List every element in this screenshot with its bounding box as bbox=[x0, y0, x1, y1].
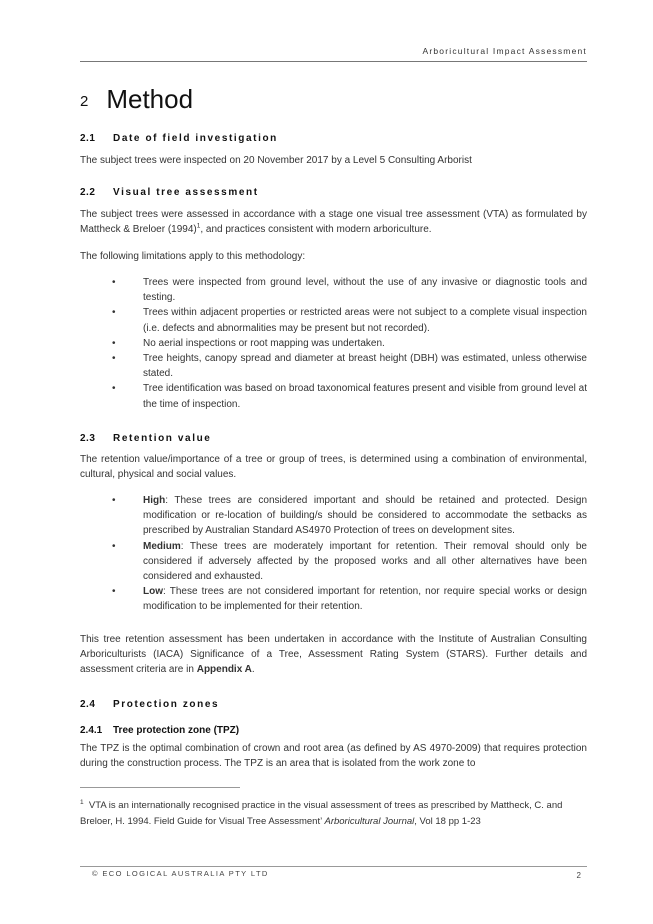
paragraph-2-2-vta bbox=[80, 207, 587, 237]
list-item: • High: These trees are considered important and should be retained and protected. Design modification or re-location of building/s should be considered to accommodate the setbacks as prescribed by Australian Standard AS4970 Protection of trees on development sites. bbox=[112, 495, 587, 537]
footnote-text: VTA is an internationally recognised practice in the visual assessment of trees as prescribed by Mattheck, C. and Breloer, H. 1994. Field Guide for Visual Tree Assessment’ bbox=[80, 800, 563, 827]
heading-2-2-number: 2.2 bbox=[80, 187, 96, 198]
page-number: 2 bbox=[576, 871, 581, 880]
paragraph-2-2-limitations: The following limitations apply to this methodology: bbox=[80, 251, 306, 262]
heading-2-4-1 bbox=[80, 725, 239, 736]
section-number: 2 bbox=[80, 93, 89, 110]
list-item-text: Trees within adjacent properties or restricted areas were not subject to a complete visual inspection (i.e. defects and abnormalities may be present but not recorded). bbox=[143, 307, 587, 334]
heading-2-4-1-title: Tree protection zone (TPZ) bbox=[113, 725, 240, 736]
list-item: • No aerial inspections or root mapping was undertaken. bbox=[112, 337, 385, 349]
paragraph-2-3-intro: The retention value/importance of a tree or group of trees, is determined using a combination of environmental, cultural, physical and social values. bbox=[80, 454, 587, 481]
list-item-text: No aerial inspections or root mapping was undertaken. bbox=[143, 337, 385, 349]
stars-text-end: . bbox=[251, 664, 255, 676]
list-item: • Trees within adjacent properties or restricted areas were not subject to a complete visual inspection (i.e. defects and abnormalities may be present but not recorded). bbox=[112, 307, 587, 334]
stars-text: This tree retention assessment has been undertaken in accordance with the Institute of Australian Consulting Arboriculturists (IACA) Significance of a Tree, Assessment Rating System (STARS). Further details and assessment criteria are in bbox=[80, 634, 587, 676]
paragraph-2-4-1: The TPZ is the optimal combination of crown and root area (as defined by AS 4970-2009) that requires protection during the construction process. The TPZ is an area that is isolated from the work zone to bbox=[80, 743, 587, 770]
footnote-mark: 1 bbox=[80, 798, 84, 806]
retention-list bbox=[112, 493, 587, 615]
limitations-list bbox=[112, 275, 587, 412]
vta-text: The subject trees were assessed in accordance with a stage one visual tree assessment (VTA) as formulated by Mattheck & Breloer (1994) bbox=[80, 209, 587, 236]
list-item-text: : These trees are not considered important for retention, nor require special works or design modification to be implemented for their retention. bbox=[143, 586, 587, 613]
term-low: Low bbox=[143, 586, 163, 598]
footer-copyright: © ECO LOGICAL AUSTRALIA PTY LTD bbox=[92, 869, 269, 878]
heading-2-2-title: Visual tree assessment bbox=[113, 187, 259, 198]
list-item: • Low: These trees are not considered important for retention, nor require special works or design modification to be implemented for their retention. bbox=[112, 586, 587, 613]
heading-2-4-title: Protection zones bbox=[113, 699, 220, 710]
list-item: • Trees were inspected from ground level, without the use of any invasive or diagnostic tools and testing. bbox=[112, 277, 587, 304]
section-heading bbox=[80, 84, 193, 115]
list-item: • Tree identification was based on broad taxonomical features present and visible from ground level at the time of inspection. bbox=[112, 383, 587, 410]
footnote-divider bbox=[80, 787, 240, 788]
paragraph-2-1: The subject trees were inspected on 20 November 2017 by a Level 5 Consulting Arborist bbox=[80, 155, 472, 166]
footer-divider bbox=[80, 866, 587, 867]
list-item-text: Tree identification was based on broad taxonomical features present and visible from ground level at the time of inspection. bbox=[143, 383, 587, 410]
heading-2-4-1-number: 2.4.1 bbox=[80, 725, 103, 736]
list-item: • Medium: These trees are moderately important for retention. Their removal should only be considered if adversely affected by the proposed works and all other alternatives have been considered and exhausted. bbox=[112, 540, 587, 583]
list-item: • Tree heights, canopy spread and diameter at breast height (DBH) was estimated, unless otherwise stated. bbox=[112, 353, 587, 380]
heading-2-4 bbox=[80, 699, 219, 710]
paragraph-2-3-stars bbox=[80, 632, 587, 678]
list-item-text: : These trees are moderately important for retention. Their removal should only be considered if adversely affected by the proposed works and all other alternatives have been considered and exhausted. bbox=[143, 540, 587, 583]
vta-text-end: , and practices consistent with modern arboriculture. bbox=[200, 224, 432, 236]
heading-2-1-title: Date of field investigation bbox=[113, 133, 278, 144]
list-item-text: Tree heights, canopy spread and diameter at breast height (DBH) was estimated, unless otherwise stated. bbox=[143, 353, 587, 380]
footnote-text-end: , Vol 18 pp 1-23 bbox=[414, 816, 481, 827]
running-header: Arboricultural Impact Assessment bbox=[80, 46, 587, 62]
term-high: High bbox=[143, 495, 166, 506]
footnote bbox=[80, 798, 587, 830]
footnote-ref[interactable]: 1 bbox=[196, 222, 201, 230]
heading-2-3-title: Retention value bbox=[113, 433, 212, 444]
heading-2-3 bbox=[80, 433, 211, 444]
heading-2-3-number: 2.3 bbox=[80, 433, 96, 444]
term-medium: Medium bbox=[143, 540, 181, 552]
appendix-a-link[interactable]: Appendix A bbox=[196, 664, 252, 676]
heading-2-4-number: 2.4 bbox=[80, 699, 96, 710]
section-title: Method bbox=[106, 84, 194, 114]
list-item-text: : These trees are considered important and should be retained and protected. Design modification or re-location of building/s should be considered to accommodate the setbacks as prescribed by Australian Standard AS4970 Protection of trees on development sites. bbox=[143, 495, 587, 537]
heading-2-1-number: 2.1 bbox=[80, 133, 96, 144]
footnote-journal: Arboricultural Journal bbox=[324, 816, 415, 827]
heading-2-2 bbox=[80, 187, 259, 198]
list-item-text: Trees were inspected from ground level, without the use of any invasive or diagnostic tools and testing. bbox=[143, 277, 587, 304]
heading-2-1 bbox=[80, 133, 278, 144]
